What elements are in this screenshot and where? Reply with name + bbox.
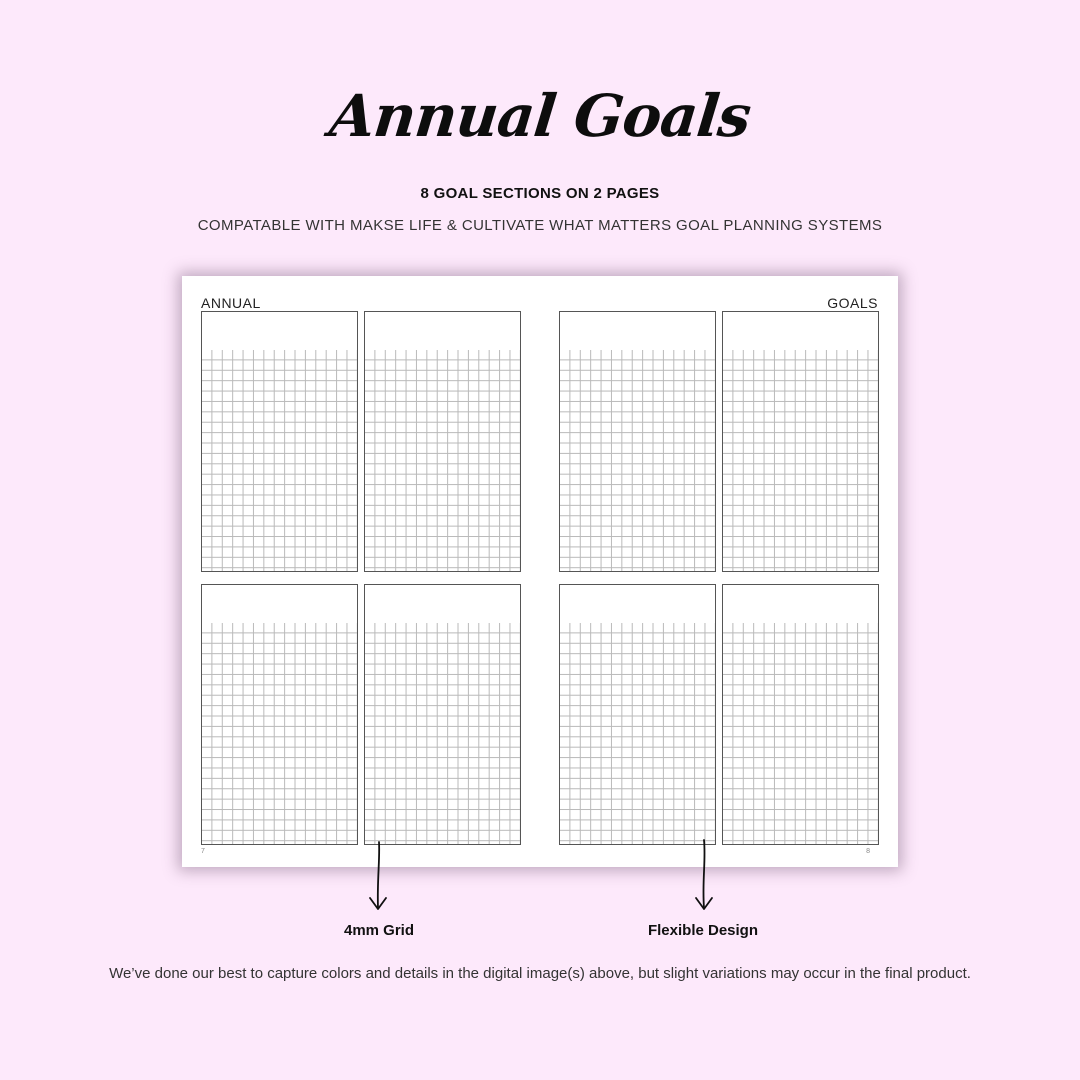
goal-section — [722, 311, 879, 573]
goal-section-header — [559, 311, 716, 351]
right-page-number: 8 — [866, 848, 870, 855]
page-subtitle: 8 GOAL SECTIONS ON 2 PAGES — [420, 185, 660, 202]
goal-section — [201, 311, 358, 573]
goal-section-header — [722, 584, 879, 624]
disclaimer-text: We’ve done our best to capture colors and details in the digital image(s) above, but slight variations may occur in the final product. — [109, 965, 971, 982]
left-page-label: ANNUAL — [201, 295, 261, 311]
design-caption: Flexible Design — [647, 922, 759, 939]
goal-section — [559, 311, 716, 573]
goal-section-header — [364, 311, 521, 351]
goal-section-grid — [722, 623, 879, 845]
grid-arrow-icon — [366, 840, 390, 914]
goal-section-grid — [364, 350, 521, 572]
goal-section-header — [722, 311, 879, 351]
page-title: Annual Goals — [326, 82, 754, 150]
goal-section — [364, 584, 521, 846]
left-page-number: 7 — [201, 848, 205, 855]
goal-section-grid — [364, 623, 521, 845]
goal-section-grid — [722, 350, 879, 572]
compatibility-text: COMPATABLE WITH MAKSE LIFE & CULTIVATE WHAT MATTERS GOAL PLANNING SYSTEMS — [197, 217, 883, 234]
goal-section-header — [201, 311, 358, 351]
right-page-label: GOALS — [827, 295, 878, 311]
goal-section — [201, 584, 358, 846]
goal-section — [722, 584, 879, 846]
goal-section-grid — [559, 623, 716, 845]
goal-section-header — [364, 584, 521, 624]
goal-section-header — [201, 584, 358, 624]
goal-section — [364, 311, 521, 573]
design-arrow-icon — [692, 838, 716, 914]
goal-section-grid — [201, 350, 358, 572]
grid-caption: 4mm Grid — [343, 922, 415, 939]
goal-section-grid — [201, 623, 358, 845]
goal-section-header — [559, 584, 716, 624]
planner-spread — [182, 276, 898, 867]
goal-section — [559, 584, 716, 846]
goal-section-grid — [559, 350, 716, 572]
